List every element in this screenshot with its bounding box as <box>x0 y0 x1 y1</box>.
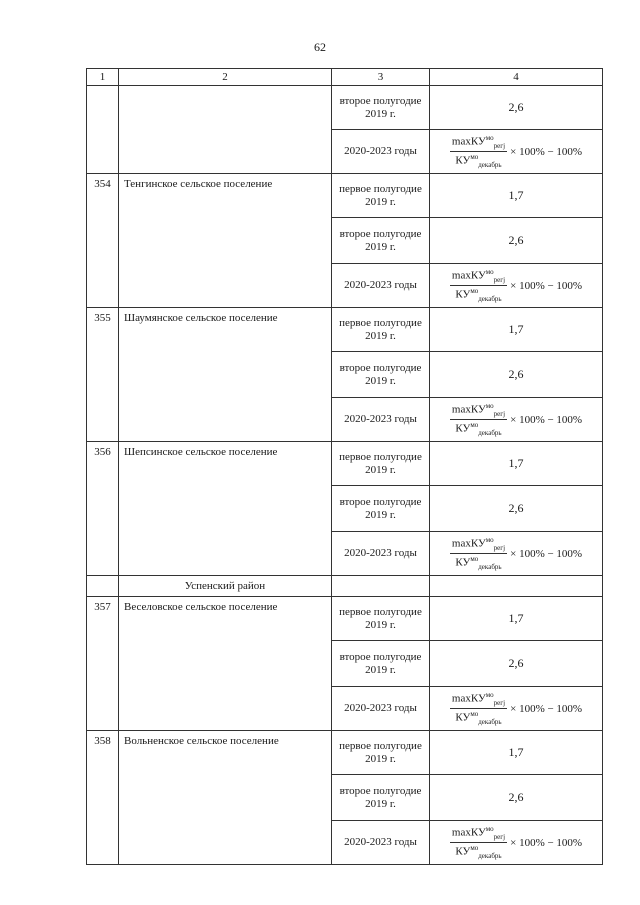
formula-tail: × 100% − 100% <box>510 836 583 849</box>
period-cell: первое полугодие 2019 г. <box>332 174 430 218</box>
formula-fraction <box>450 825 507 860</box>
table-row <box>87 731 603 775</box>
formula-cell <box>430 821 603 865</box>
table-row <box>87 174 603 218</box>
formula-tail: × 100% − 100% <box>510 145 583 158</box>
formula-denominator: $КУ^{мо}_{декабрь}$ <box>455 153 502 169</box>
formula-numerator: maxКУ$^{мо}_{регj}$ <box>451 825 506 841</box>
formula-fraction <box>450 536 507 571</box>
formula-numerator: maxКУ$^{мо}_{регj}$ <box>451 268 506 284</box>
period-cell: 2020-2023 годы <box>332 130 430 174</box>
index-formula <box>450 402 582 437</box>
formula-numerator: maxКУ$^{мо}_{регj}$ <box>451 134 506 150</box>
period-cell: первое полугодие 2019 г. <box>332 442 430 486</box>
header-col-4: 4 <box>430 69 603 86</box>
table-row <box>87 597 603 641</box>
value-cell: 2,6 <box>430 641 603 687</box>
value-cell: 1,7 <box>430 597 603 641</box>
row-number-cell: 354 <box>87 174 119 308</box>
row-number-cell <box>87 576 119 597</box>
formula-denominator: $КУ^{мо}_{декабрь}$ <box>455 287 502 303</box>
period-cell: второе полугодие 2019 г. <box>332 86 430 130</box>
formula-tail: × 100% − 100% <box>510 702 583 715</box>
period-cell: 2020-2023 годы <box>332 821 430 865</box>
formula-fraction <box>450 134 507 169</box>
formula-tail: × 100% − 100% <box>510 279 583 292</box>
formula-cell <box>430 264 603 308</box>
page-number: 62 <box>314 40 326 54</box>
period-cell: 2020-2023 годы <box>332 532 430 576</box>
period-cell: второе полугодие 2019 г. <box>332 218 430 264</box>
region-name-cell: Успенский район <box>119 576 332 597</box>
index-formula <box>450 536 582 571</box>
formula-numerator: maxКУ$^{мо}_{регj}$ <box>451 691 506 707</box>
tariff-table <box>86 68 603 865</box>
value-cell: 2,6 <box>430 86 603 130</box>
formula-denominator: $КУ^{мо}_{декабрь}$ <box>455 421 502 437</box>
formula-numerator: maxКУ$^{мо}_{регj}$ <box>451 536 506 552</box>
settlement-name-cell <box>119 86 332 174</box>
value-cell: 1,7 <box>430 442 603 486</box>
index-formula <box>450 825 582 860</box>
index-formula <box>450 691 582 726</box>
value-cell: 2,6 <box>430 352 603 398</box>
period-cell: второе полугодие 2019 г. <box>332 775 430 821</box>
settlement-name-cell: Вольненское сельское поселение <box>119 731 332 865</box>
formula-denominator: $КУ^{мо}_{декабрь}$ <box>455 555 502 571</box>
settlement-name-cell: Шаумянское сельское поселение <box>119 308 332 442</box>
period-cell: 2020-2023 годы <box>332 398 430 442</box>
value-cell <box>430 576 603 597</box>
value-cell: 1,7 <box>430 731 603 775</box>
settlement-name-cell: Веселовское сельское поселение <box>119 597 332 731</box>
value-cell: 2,6 <box>430 486 603 532</box>
formula-numerator: maxКУ$^{мо}_{регj}$ <box>451 402 506 418</box>
table-row <box>87 308 603 352</box>
settlement-name-cell: Тенгинское сельское поселение <box>119 174 332 308</box>
formula-denominator: $КУ^{мо}_{декабрь}$ <box>455 710 502 726</box>
formula-cell <box>430 687 603 731</box>
period-cell: первое полугодие 2019 г. <box>332 731 430 775</box>
formula-tail: × 100% − 100% <box>510 413 583 426</box>
header-col-1: 1 <box>87 69 119 86</box>
index-formula <box>450 134 582 169</box>
header-col-3: 3 <box>332 69 430 86</box>
formula-fraction <box>450 268 507 303</box>
period-cell: второе полугодие 2019 г. <box>332 352 430 398</box>
row-number-cell <box>87 86 119 174</box>
period-cell: первое полугодие 2019 г. <box>332 597 430 641</box>
formula-fraction <box>450 402 507 437</box>
period-cell: 2020-2023 годы <box>332 687 430 731</box>
period-cell: 2020-2023 годы <box>332 264 430 308</box>
row-number-cell: 356 <box>87 442 119 576</box>
formula-cell <box>430 130 603 174</box>
row-number-cell: 357 <box>87 597 119 731</box>
formula-fraction <box>450 691 507 726</box>
header-col-2: 2 <box>119 69 332 86</box>
period-cell: второе полугодие 2019 г. <box>332 641 430 687</box>
table-row <box>87 86 603 130</box>
formula-denominator: $КУ^{мо}_{декабрь}$ <box>455 844 502 860</box>
table-row <box>87 442 603 486</box>
period-cell: первое полугодие 2019 г. <box>332 308 430 352</box>
value-cell: 1,7 <box>430 174 603 218</box>
row-number-cell: 355 <box>87 308 119 442</box>
value-cell: 1,7 <box>430 308 603 352</box>
formula-cell <box>430 532 603 576</box>
settlement-name-cell: Шепсинское сельское поселение <box>119 442 332 576</box>
header-row <box>87 69 603 86</box>
formula-cell <box>430 398 603 442</box>
index-formula <box>450 268 582 303</box>
value-cell: 2,6 <box>430 218 603 264</box>
formula-tail: × 100% − 100% <box>510 547 583 560</box>
period-cell: второе полугодие 2019 г. <box>332 486 430 532</box>
period-cell <box>332 576 430 597</box>
region-row <box>87 576 603 597</box>
row-number-cell: 358 <box>87 731 119 865</box>
value-cell: 2,6 <box>430 775 603 821</box>
